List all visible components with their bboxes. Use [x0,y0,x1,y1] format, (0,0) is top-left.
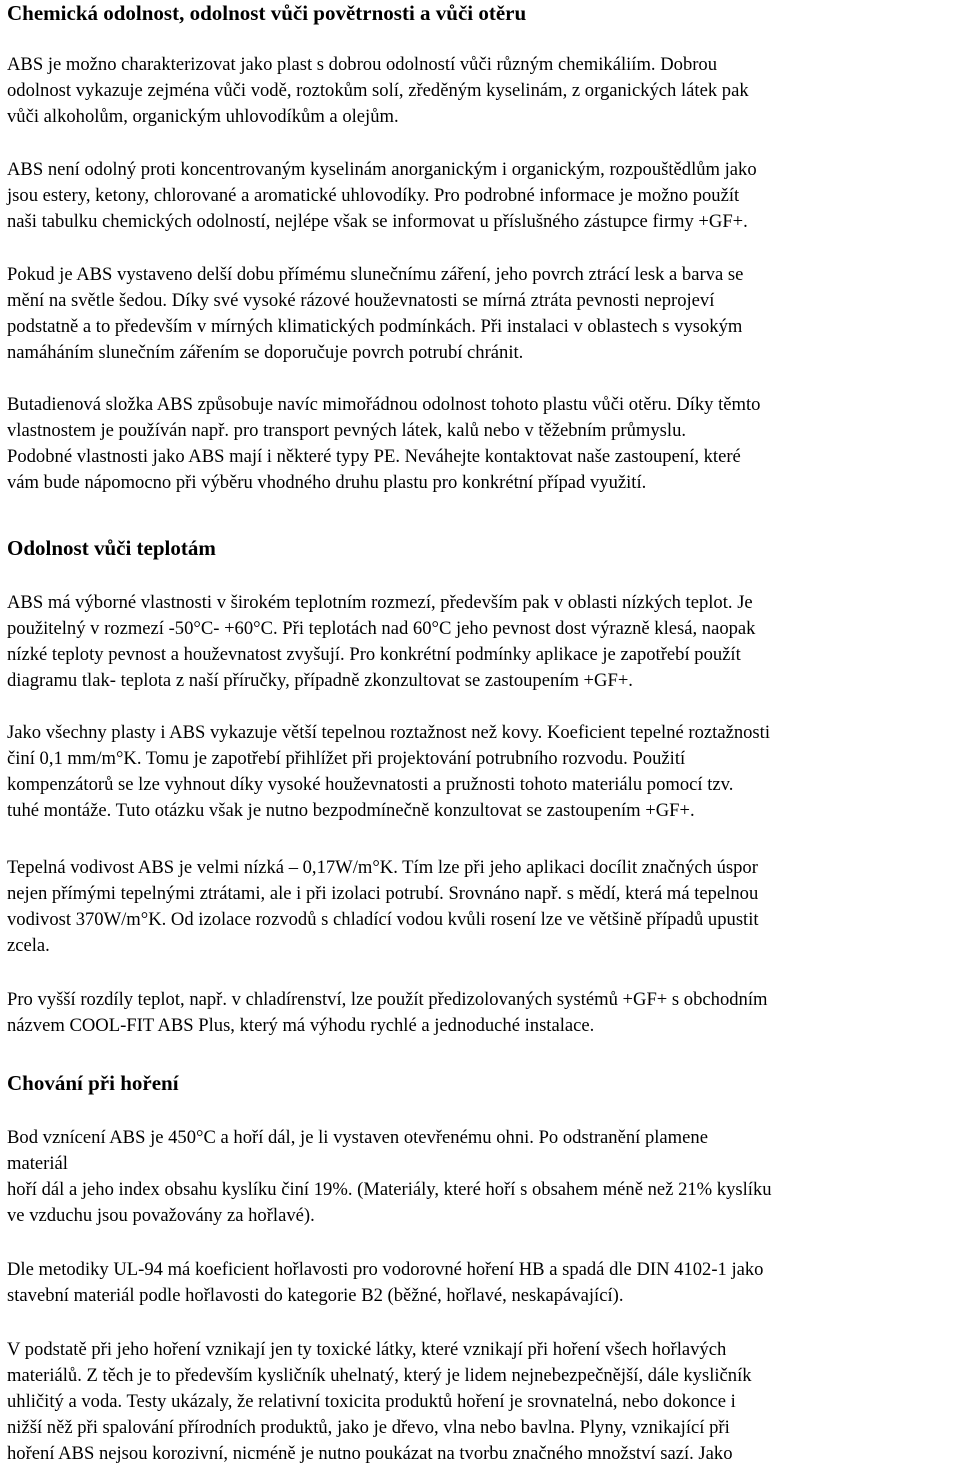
text-line: podstatně a to především v mírných klimatických podmínkách. Při instalaci v oblastech s vysokým [7,316,743,337]
text-line: odolnost vykazuje zejména vůči vodě, roztokům solí, zředěným kyselinám, z organických látek pak [7,80,749,101]
paragraph [7,392,760,496]
text-line: Dle metodiky UL-94 má koeficient hořlavosti pro vodorovné hoření HB a spadá dle DIN 4102-1 jako [7,1259,764,1280]
text-line: jsou estery, ketony, chlorované a aromatické uhlovodíky. Pro podrobné informace je možno použít [7,185,740,206]
text-line: nižší něž při spalování přírodních produktů, jako je dřevo, vlna nebo bavlna. Plyny, vznikající při [7,1417,730,1438]
text-line: ABS není odolný proti koncentrovaným kyselinám anorganickým i organickým, rozpouštědlům jako [7,159,757,180]
text-line: Butadienová složka ABS způsobuje navíc mimořádnou odolnost tohoto plastu vůči otěru. Díky těmto [7,394,761,415]
text-line: činí 0,1 mm/m°K. Tomu je zapotřebí přihlížet při projektování potrubního rozvodu. Použití [7,748,686,769]
text-line: ABS je možno charakterizovat jako plast s dobrou odolností vůči různým chemikáliím. Dobrou [7,54,718,75]
paragraph [7,157,757,235]
text-line: ve vzduchu jsou považovány za hořlavé). [7,1205,315,1226]
text-line: Pokud je ABS vystaveno delší dobu přímému slunečnímu záření, jeho povrch ztrácí lesk a barva se [7,264,744,285]
text-line: materiál [7,1153,68,1174]
text-line: vlastnostem je používán např. pro transport pevných látek, kalů nebo v těžebním průmyslu. [7,420,687,441]
text-line: hoření ABS nejsou korozivní, nicméně je nutno poukázat na tvorbu značného množství sazí. Jako [7,1443,733,1464]
text-line: Tepelná vodivost ABS je velmi nízká – 0,17W/m°K. Tím lze při jeho aplikaci docílit značných úspor [7,857,758,878]
section-heading-chemical-resistance: Chemická odolnost, odolnost vůči povětrnosti a vůči otěru [7,1,527,25]
paragraph [7,987,767,1039]
text-line: Jako všechny plasty i ABS vykazuje větší tepelnou roztažnost než kovy. Koeficient tepelné roztažnosti [7,722,770,743]
paragraph [7,855,759,959]
text-line: Podobné vlastnosti jako ABS mají i některé typy PE. Neváhejte kontaktovat naše zastoupení, které [7,446,741,467]
text-line: kompenzátorů se lze vyhnout díky vysoké houževnatosti a pružnosti tohoto materiálu pomocí tzv. [7,774,734,795]
text-line: vám bude nápomocno při výběru vhodného druhu plastu pro konkrétní případ využití. [7,472,647,493]
paragraph [7,1125,772,1229]
text-line: stavební materiál podle hořlavosti do kategorie B2 (běžné, hořlavé, neskapávající). [7,1285,624,1306]
text-line: vůči alkoholům, organickým uhlovodíkům a olejům. [7,106,399,127]
text-line: diagramu tlak- teplota z naší příručky, případně zkonzultovat se zastoupením +GF+. [7,670,633,691]
section-heading-burning-behavior: Chování při hoření [7,1071,179,1095]
paragraph [7,262,743,366]
text-line: zcela. [7,935,50,956]
text-line: nejen přímými tepelnými ztrátami, ale i při izolaci potrubí. Srovnáno např. s mědí, která má tepelnou [7,883,759,904]
text-line: namáháním slunečním zářením se doporučuje povrch potrubí chránit. [7,342,524,363]
section-heading-temperature-resistance: Odolnost vůči teplotám [7,536,216,560]
paragraph [7,590,755,694]
paragraph [7,1257,763,1309]
text-line: ABS má výborné vlastnosti v širokém teplotním rozmezí, především pak v oblasti nízkých teplot. Je [7,592,753,613]
paragraph [7,720,770,824]
text-line: naši tabulku chemických odolností, nejlépe však se informovat u příslušného zástupce firmy +GF+. [7,211,748,232]
text-line: uhličitý a voda. Testy ukázaly, že relativní toxicita produktů hoření je srovnatelná, nebo dokonce i [7,1391,736,1412]
text-line: tuhé montáže. Tuto otázku však je nutno bezpodmínečně konzultovat se zastoupením +GF+. [7,800,695,821]
text-line: Pro vyšší rozdíly teplot, např. v chladírenství, lze použít předizolovaných systémů +GF+ s obchodním [7,989,768,1010]
text-line: V podstatě při jeho hoření vznikají jen ty toxické látky, které vznikají při hoření všech hořlavých [7,1339,727,1360]
text-line: názvem COOL-FIT ABS Plus, který má výhodu rychlé a jednoduché instalace. [7,1015,595,1036]
text-line: materiálů. Z těch je to především kysličník uhelnatý, který je lidem nejnebezpečnější, dále kysličník [7,1365,752,1386]
paragraph [7,52,749,130]
text-line: Bod vznícení ABS je 450°C a hoří dál, je li vystaven otevřenému ohni. Po odstranění plamene [7,1127,708,1148]
text-line: nízké teploty pevnost a houževnatost zvyšují. Pro konkrétní podmínky aplikace je zapotřebí použít [7,644,741,665]
text-line: vodivost 370W/m°K. Od izolace rozvodů s chladící vodou kvůli rosení lze ve většině případů upustit [7,909,759,930]
text-line: použitelný v rozmezí -50°C- +60°C. Při teplotách nad 60°C jeho pevnost dost výrazně klesá, naopak [7,618,756,639]
paragraph [7,1337,752,1467]
text-line: hoří dál a jeho index obsahu kyslíku činí 19%. (Materiály, které hoří s obsahem méně než 21% kyslíku [7,1179,772,1200]
text-line: mění na světle šedou. Díky své vysoké rázové houževnatosti se mírná ztráta pevnosti neprojeví [7,290,715,311]
